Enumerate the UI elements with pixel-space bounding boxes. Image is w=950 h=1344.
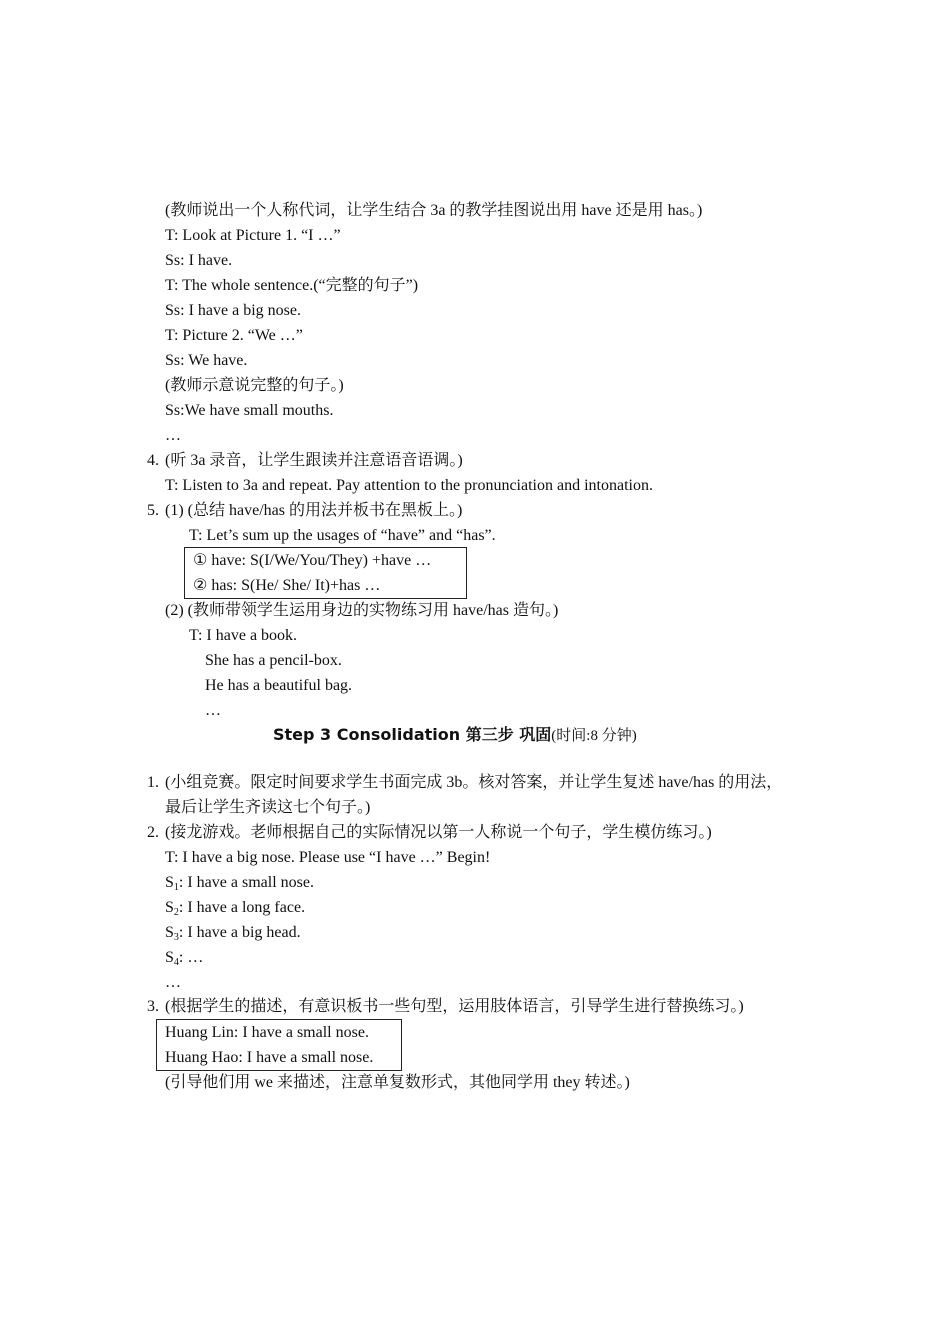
text-line: Ss:We have small mouths. [165, 402, 334, 419]
text-line: (1) (总结 have/has 的用法并板书在黑板上。) [165, 502, 463, 519]
text-line: Ss: I have. [165, 252, 233, 269]
section-heading [273, 725, 637, 746]
text-line: She has a pencil-box. [205, 652, 342, 669]
text-line: T: I have a big nose. Please use “I have …” Begin! [165, 849, 491, 866]
text-line: (教师说出一个人称代词，让学生结合 3a 的教学挂图说出用 have 还是用 has。) [165, 202, 703, 219]
text-line: He has a beautiful bag. [205, 677, 353, 694]
speaker-letter: S [165, 924, 174, 941]
student-text: : I have a long face. [178, 899, 306, 916]
speaker-index: 3 [173, 932, 179, 943]
text-line: Ss: We have. [165, 352, 248, 369]
text-line: (教师示意说完整的句子。) [165, 377, 344, 394]
student-text: : … [178, 949, 204, 966]
student-line [165, 873, 314, 893]
usage-rule-has: ② has: S(He/ She/ It)+has … [193, 577, 381, 594]
student-line [165, 948, 203, 968]
student-line [165, 898, 305, 918]
usage-rule-have: ① have: S(I/We/You/They) +have … [193, 552, 432, 569]
text-line: (根据学生的描述，有意识板书一些句型，运用肢体语言，引导学生进行替换练习。) [165, 998, 744, 1015]
list-number: 5. [147, 502, 159, 519]
list-number: 4. [147, 452, 159, 469]
text-line: (2) (教师带领学生运用身边的实物练习用 have/has 造句。) [165, 602, 559, 619]
text-line: T: Look at Picture 1. “I …” [165, 227, 341, 244]
text-line: 最后让学生齐读这七个句子。) [165, 799, 371, 816]
list-number: 3. [147, 998, 159, 1015]
text-line: (接龙游戏。老师根据自己的实际情况以第一人称说一个句子，学生模仿练习。) [165, 824, 712, 841]
list-number: 1. [147, 774, 159, 791]
student-text: : I have a big head. [178, 924, 301, 941]
text-line: T: Listen to 3a and repeat. Pay attention to the pronunciation and intonation. [165, 477, 653, 494]
board-sentence: Huang Hao: I have a small nose. [165, 1049, 374, 1066]
speaker-letter: S [165, 899, 174, 916]
speaker-index: 1 [173, 882, 179, 893]
student-text: : I have a small nose. [178, 874, 314, 891]
speaker-letter: S [165, 949, 174, 966]
speaker-index: 2 [173, 907, 179, 918]
student-line [165, 923, 301, 943]
speaker-letter: S [165, 874, 174, 891]
list-number: 2. [147, 824, 159, 841]
text-line: T: Picture 2. “We …” [165, 327, 303, 344]
text-line: … [205, 702, 221, 719]
text-line: … [165, 974, 181, 991]
text-line: (听 3a 录音，让学生跟读并注意语音语调。) [165, 452, 463, 469]
text-line: T: The whole sentence.(“完整的句子”) [165, 277, 419, 294]
text-line: (引导他们用 we 来描述，注意单复数形式，其他同学用 they 转述。) [165, 1074, 630, 1091]
heading-title: Step 3 Consolidation 第三步 巩固 [273, 725, 552, 744]
text-line: Ss: I have a big nose. [165, 302, 301, 319]
heading-time-note: (时间:8 分钟) [551, 728, 637, 744]
text-line: T: I have a book. [189, 627, 298, 644]
text-line: T: Let’s sum up the usages of “have” and “has”. [189, 527, 496, 544]
text-line: … [165, 427, 181, 444]
text-line: (小组竞赛。限定时间要求学生书面完成 3b。核对答案，并让学生复述 have/has 的用法， [165, 774, 783, 791]
speaker-index: 4 [173, 957, 179, 968]
board-sentence: Huang Lin: I have a small nose. [165, 1024, 369, 1041]
